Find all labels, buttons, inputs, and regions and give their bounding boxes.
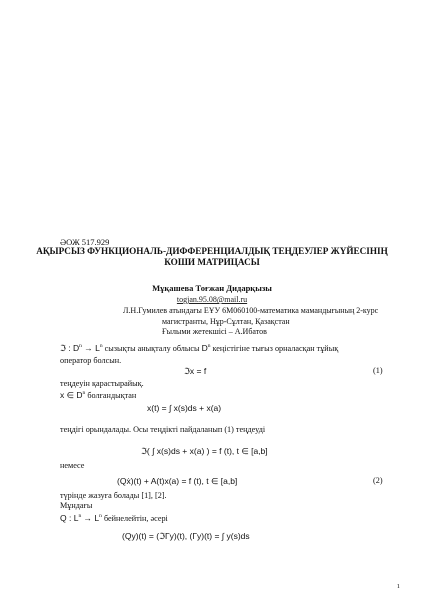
- affiliation-line-2: магистранты, Нұр-Сұлтан, Қазақстан: [162, 317, 290, 326]
- text-here: Мұндағы: [60, 501, 93, 510]
- equation-qy: (Qy)(t) = (ℑΓy)(t), (Γy)(t) = ∫ y(s)ds: [122, 531, 250, 541]
- page-number: 1: [396, 583, 400, 590]
- text-consider: теңдеуін қарастырайық.: [60, 379, 144, 388]
- equation-operator-integral: ℑ( ∫ x(s)ds + x(a) ) = f (t), t ∈ [a,b]: [141, 446, 268, 456]
- text-or: немесе: [60, 461, 85, 470]
- equation-2: (Qẋ)(t) + A(t)x(a) = f (t), t ∈ [a,b]: [117, 476, 238, 486]
- equation-x-integral: x(t) = ∫ x(s)ds + x(a): [147, 403, 222, 413]
- author-name: Мұқашева Тоғжан Дидарқызы: [152, 283, 272, 293]
- text-can-be-written: түрінде жазуға болады [1], [2].: [60, 491, 167, 500]
- text-equality-holds: теңдігі орындалады. Осы теңдікті пайдаланып (1) теңдеуді: [60, 425, 266, 434]
- equation-1: ℑx = f: [184, 366, 207, 376]
- equation-1-number: (1): [373, 366, 383, 375]
- operator-definition-line: ℑ : $D^n \to L^n$ сызықты анықталу облысы $D^n$ кеңістігіне тығыз орналасқан тұйық: [60, 343, 339, 353]
- author-email-link[interactable]: togjan.95.08@mail.ru: [176, 295, 248, 304]
- text-q-mapping: Q : $L^n \to L^n$ бейнелейтін, әсері: [60, 513, 168, 523]
- operator-definition-line-2: оператор болсын.: [60, 356, 122, 365]
- affiliation-line-3: Ғылыми жетекшісі – А.Ибатов: [162, 327, 267, 336]
- text-x-in-domain: x ∈ $D^n$ болғандықтан: [60, 390, 137, 400]
- udc-code: ӘОЖ 517.929: [60, 237, 110, 247]
- affiliation-line-1: Л.Н.Гумилев атындағы ЕҰУ 6М060100-математика мамандығының 2-курс: [123, 306, 379, 315]
- paper-title-line-1: АҚЫРСЫЗ ФУНКЦИОНАЛЬ-ДИФФЕРЕНЦИАЛДЫҚ ТЕҢДЕУЛЕР ЖҮЙЕСІНІҢ: [36, 246, 388, 256]
- equation-2-number: (2): [373, 476, 383, 485]
- paper-title-line-2: КОШИ МАТРИЦАСЫ: [164, 257, 260, 267]
